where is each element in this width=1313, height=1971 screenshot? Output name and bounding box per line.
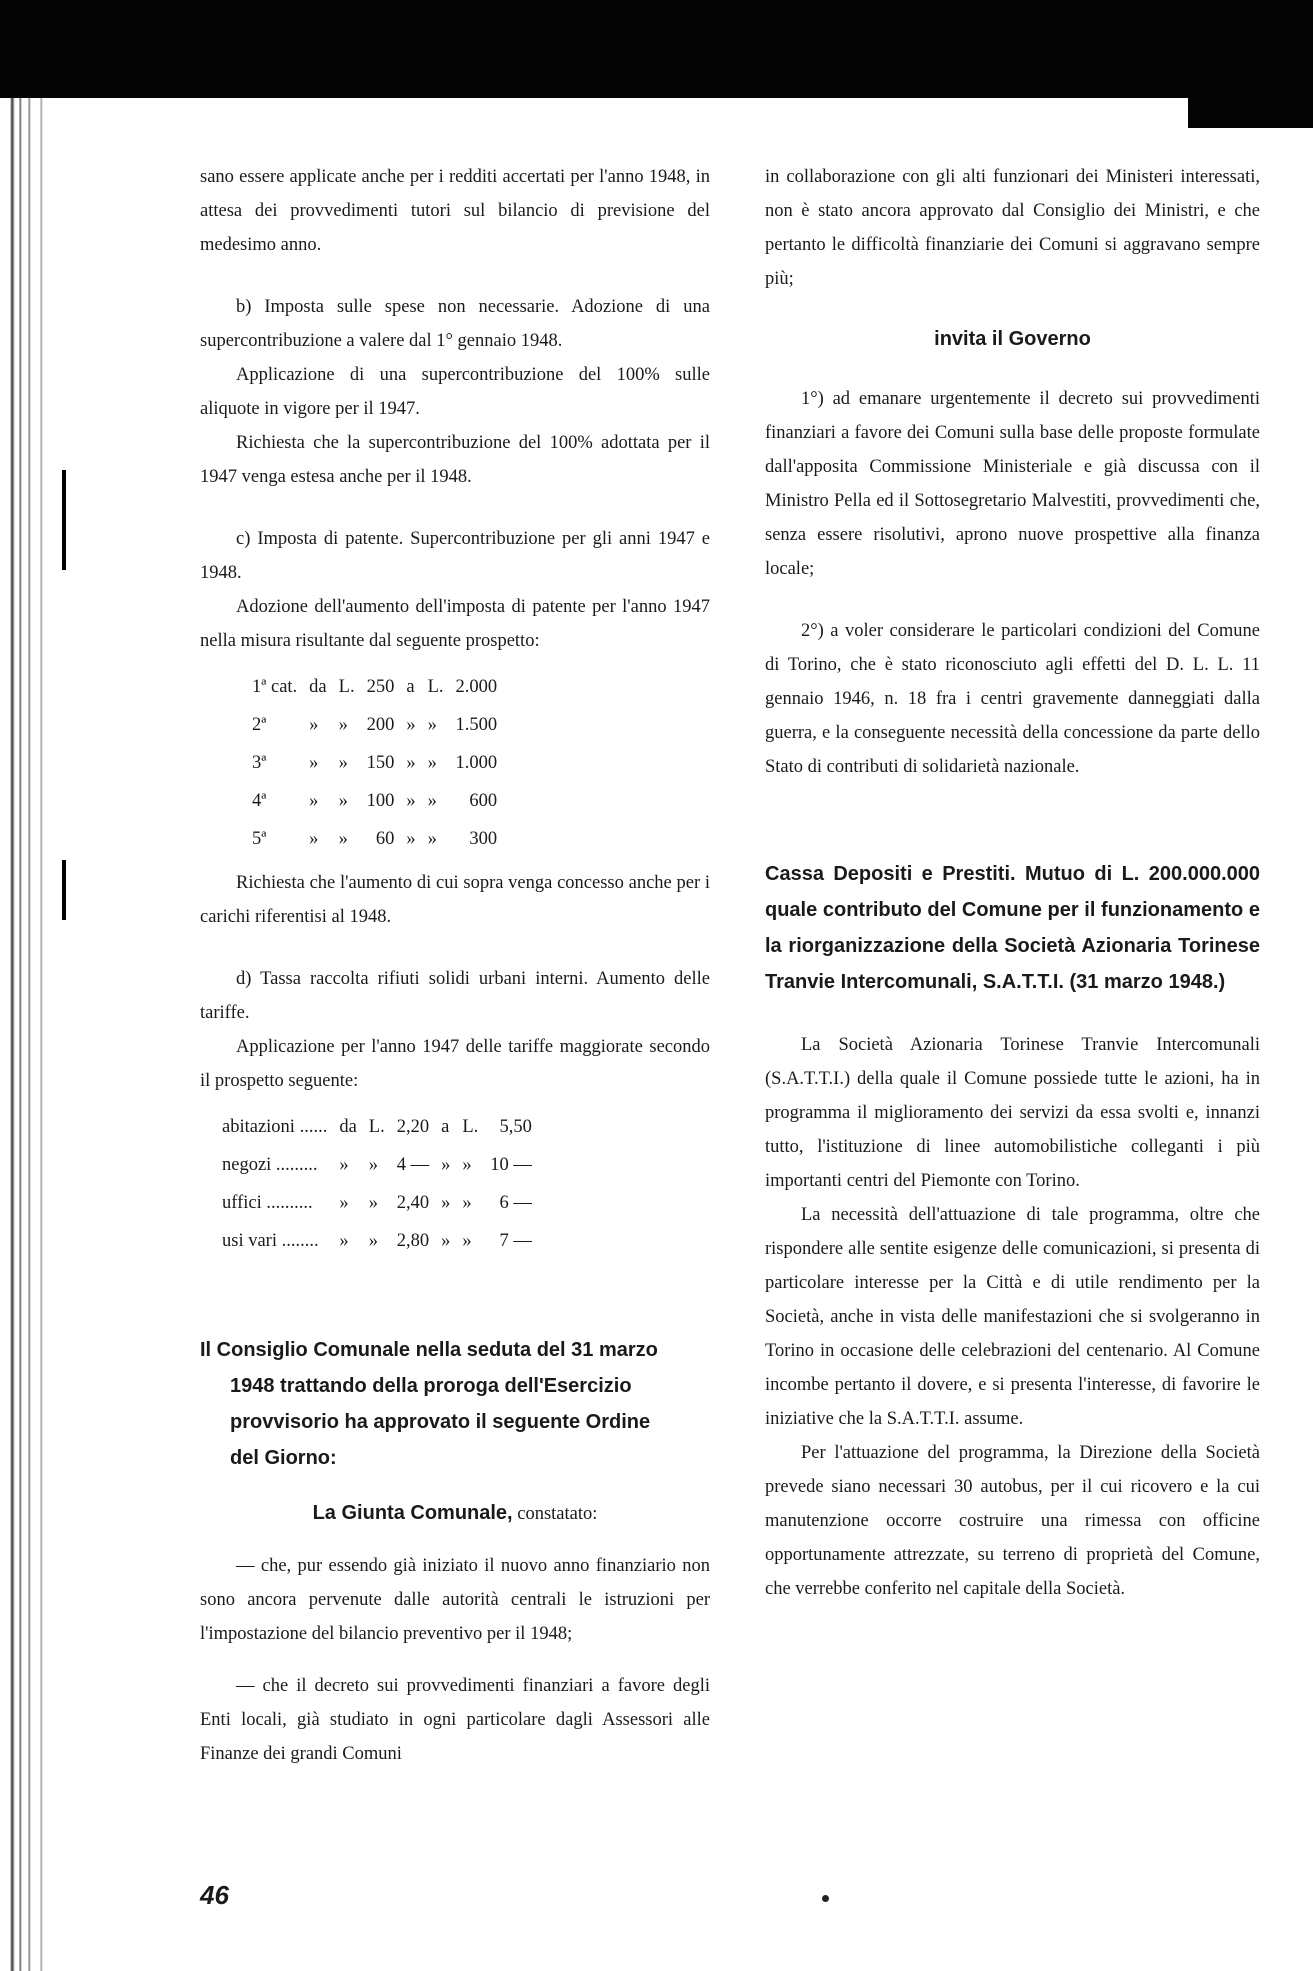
table-cell: » — [441, 1231, 451, 1251]
table-row — [222, 1184, 544, 1222]
table-cell: negozi ......... — [222, 1155, 318, 1175]
table-cell: » — [441, 1155, 451, 1175]
paragraph: — che il decreto sui provvedimenti finanziari a favore degli Enti locali, già studiato in ogni particolare dagli Assessori alle Finanze dei grandi Comuni — [200, 1676, 710, 1764]
scan-top-border — [0, 0, 1313, 98]
table-cell: » — [338, 715, 348, 735]
table-cell: 2.000 — [455, 677, 498, 697]
paragraph: Applicazione di una supercontribuzione del 100% sulle aliquote in vigore per il 1947. — [200, 365, 710, 419]
table-cell: 5,50 — [499, 1117, 532, 1137]
giunta-rest: constatato: — [512, 1504, 598, 1524]
table-row — [252, 782, 509, 820]
table-cell: 2,80 — [396, 1231, 430, 1251]
paragraph: La Società Azionaria Torinese Tranvie Intercomunali (S.A.T.T.I.) della quale il Comune possiede tutte le azioni, ha in programma il miglioramento dei servizi da essa svolti e, innanzi tutto, l'istituzione di linee automobilistiche colleganti i più importanti centri del Piemonte con Torino. — [765, 1035, 1260, 1191]
table-cell: 200 — [366, 715, 395, 735]
table-cell: usi vari ........ — [222, 1231, 319, 1251]
table-cell: L. — [338, 677, 355, 697]
paragraph: Adozione dell'aumento dell'imposta di patente per l'anno 1947 nella misura risultante dal seguente prospetto: — [200, 597, 710, 651]
paragraph: b) Imposta sulle spese non necessarie. Adozione di una supercontribuzione a valere dal 1° gennaio 1948. — [200, 297, 710, 351]
table-cell: L. — [368, 1117, 385, 1137]
table-cell: » — [406, 753, 416, 773]
paragraph: 1°) ad emanare urgentemente il decreto sui provvedimenti finanziari a favore dei Comuni sulla base delle proposte formulate dall'apposita Commissione Ministeriale e già discussa con il Ministro Pella ed il Sottosegretario Malvestiti, provvedimenti che, senza essere risolutivi, aprono nuove prospettive alla finanza locale; — [765, 389, 1260, 579]
scan-edge-mark — [62, 860, 66, 920]
paragraph: in collaborazione con gli alti funzionari dei Ministeri interessati, non è stato ancora approvato dal Consiglio dei Ministri, e che pertanto le difficoltà finanziarie dei Comuni si aggravano sempre più; — [765, 167, 1260, 289]
page-number: 46 — [200, 1880, 229, 1910]
table-cell: 150 — [366, 753, 395, 773]
table-cell: 4 — — [396, 1155, 430, 1175]
table-cell: » — [338, 753, 348, 773]
table-cell: » — [462, 1231, 472, 1251]
table-cell: 1ª cat. — [252, 677, 298, 697]
table-cell: 300 — [469, 829, 498, 849]
table-cell: a — [441, 1117, 450, 1137]
table-row — [222, 1108, 544, 1146]
table-cell: » — [339, 1155, 349, 1175]
table-cell: uffici .......... — [222, 1193, 313, 1213]
right-column — [765, 160, 1260, 1606]
table-cell: 60 — [375, 829, 395, 849]
tariffe-table — [222, 1108, 544, 1260]
table-cell: » — [368, 1231, 379, 1251]
heading-line: del Giorno: — [230, 1447, 337, 1469]
scan-edge-mark — [62, 470, 66, 570]
scan-top-right-border — [1188, 0, 1313, 128]
section-heading — [200, 1332, 710, 1476]
table-cell: » — [368, 1193, 379, 1213]
table-cell: » — [427, 753, 437, 773]
table-cell: » — [406, 715, 416, 735]
table-cell: 5ª — [252, 829, 267, 849]
table-cell: 3ª — [252, 753, 267, 773]
heading-line: 1948 trattando della proroga dell'Esercizio — [230, 1375, 632, 1397]
table-cell: 250 — [366, 677, 395, 697]
table-cell: » — [309, 753, 319, 773]
table-cell: 2,40 — [396, 1193, 430, 1213]
paragraph: 2°) a voler considerare le particolari condizioni del Comune di Torino, che è stato riconosciuto agli effetti del D. L. L. 11 gennaio 1946, n. 18 fra i centri gravemente danneggiati dalla guerra, e la conseguente necessità della concessione da parte dello Stato di contributi di solidarietà nazionale. — [765, 621, 1260, 777]
table-cell: » — [339, 1231, 349, 1251]
invita-heading: invita il Governo — [934, 328, 1091, 350]
table-cell: » — [427, 791, 437, 811]
table-cell: 10 — — [490, 1155, 532, 1175]
table-row — [222, 1222, 544, 1260]
table-cell: » — [462, 1193, 472, 1213]
table-cell: abitazioni ...... — [222, 1117, 328, 1137]
table-cell: 1.500 — [455, 715, 498, 735]
bullet-mark — [822, 1895, 829, 1902]
table-cell: 6 — — [499, 1193, 532, 1213]
table-cell: 7 — — [499, 1231, 532, 1251]
table-cell: » — [441, 1193, 451, 1213]
table-cell: 1.000 — [455, 753, 498, 773]
left-column — [200, 160, 710, 1771]
table-cell: L. — [462, 1117, 479, 1137]
table-cell: » — [338, 829, 348, 849]
table-cell: » — [339, 1193, 349, 1213]
paragraph: d) Tassa raccolta rifiuti solidi urbani interni. Aumento delle tariffe. — [200, 969, 710, 1023]
table-row — [252, 744, 509, 782]
paragraph: c) Imposta di patente. Supercontribuzione per gli anni 1947 e 1948. — [200, 529, 710, 583]
giunta-subheading — [200, 1496, 710, 1531]
table-cell: da — [339, 1117, 357, 1137]
table-cell: » — [406, 791, 416, 811]
paragraph: Per l'attuazione del programma, la Direzione della Società prevede siano necessari 30 autobus, per il cui ricovero e la cui manutenzione occorre costruire una rimessa con officine opportunamente attrezzate, su terreno di proprietà del Comune, che verrebbe conferito nel capitale della Società. — [765, 1443, 1260, 1599]
table-cell: » — [368, 1155, 379, 1175]
table-cell: » — [309, 715, 319, 735]
heading-line: provvisorio ha approvato il seguente Ordine — [230, 1411, 651, 1433]
heading-line: Il Consiglio Comunale nella seduta del 31 marzo — [200, 1339, 658, 1361]
table-cell: a — [406, 677, 415, 697]
table-cell: » — [338, 791, 348, 811]
table-row — [252, 820, 509, 858]
paragraph: Applicazione per l'anno 1947 delle tariffe maggiorate secondo il prospetto seguente: — [200, 1037, 710, 1091]
paragraph: Richiesta che l'aumento di cui sopra venga concesso anche per i carichi riferentisi al 1948. — [200, 873, 710, 927]
paragraph: Richiesta che la supercontribuzione del 100% adottata per il 1947 venga estesa anche per il 1948. — [200, 433, 710, 487]
table-cell: da — [309, 677, 327, 697]
table-cell: 600 — [469, 791, 498, 811]
table-cell: 100 — [366, 791, 395, 811]
scan-left-edge — [0, 98, 70, 1971]
table-row — [252, 668, 509, 706]
table-row — [222, 1146, 544, 1184]
table-cell: 2ª — [252, 715, 267, 735]
table-cell: » — [427, 829, 437, 849]
giunta-label: La Giunta Comunale, — [312, 1502, 513, 1524]
table-cell: » — [309, 829, 319, 849]
table-cell: » — [427, 715, 437, 735]
table-cell: » — [406, 829, 416, 849]
table-row — [252, 706, 509, 744]
paragraph: La necessità dell'attuazione di tale programma, oltre che rispondere alle sentite esigenze delle comunicazioni, si presenta di particolare interesse per la Città e di utile rendimento per la Società, anche in vista delle manifestazioni che si svolgeranno in Torino in occasione delle celebrazioni del centenario. Al Comune incombe pertanto il dovere, e si presenta l'interesse, di favorire le iniziative che la S.A.T.T.I. assume. — [765, 1205, 1260, 1429]
patente-table — [252, 668, 509, 858]
table-cell: 4ª — [252, 791, 267, 811]
table-cell: » — [462, 1155, 472, 1175]
table-cell: L. — [427, 677, 444, 697]
paragraph: — che, pur essendo già iniziato il nuovo anno finanziario non sono ancora pervenute dalle autorità centrali le istruzioni per l'impostazione del bilancio preventivo per il 1948; — [200, 1556, 710, 1644]
table-cell: 2,20 — [396, 1117, 430, 1137]
paragraph: sano essere applicate anche per i redditi accertati per l'anno 1948, in attesa dei provvedimenti tutori sul bilancio di previsione del medesimo anno. — [200, 167, 710, 255]
section-heading: Cassa Depositi e Prestiti. Mutuo di L. 200.000.000 quale contributo del Comune per il funzionamento e la riorganizzazione della Società Azionaria Torinese Tranvie Intercomunali, S.A.T.T.I. (31 marzo 1948.) — [765, 863, 1260, 993]
table-cell: » — [309, 791, 319, 811]
